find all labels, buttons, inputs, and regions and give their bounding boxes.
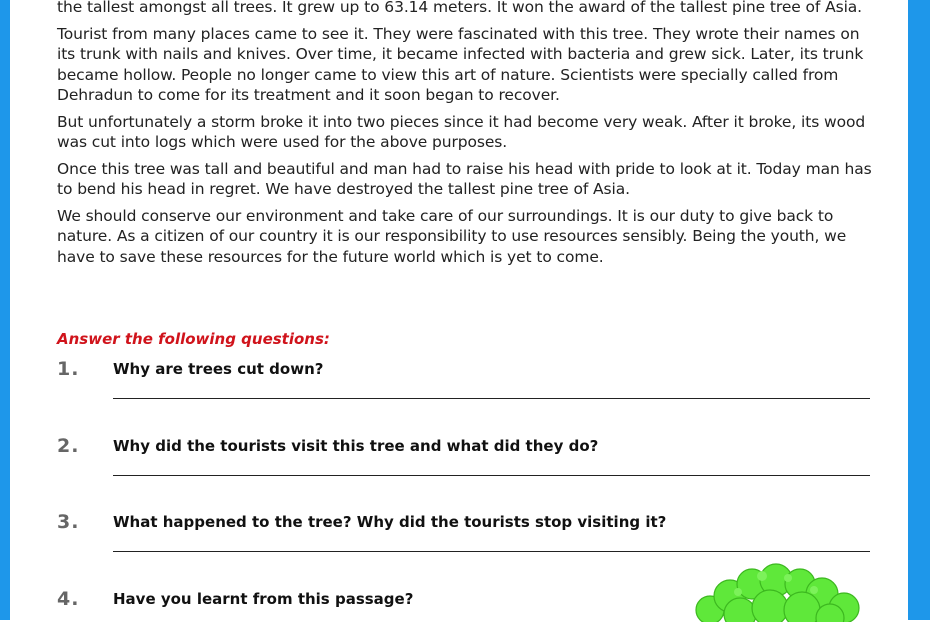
tree-icon (690, 562, 870, 622)
answer-line[interactable] (113, 551, 870, 552)
passage-paragraph: Once this tree was tall and beautiful and man had to raise his head with pride to look at it. Today man has to bend his head in regret. We have destroyed the tallest pine tree of Asia. (57, 159, 872, 198)
question-text: What happened to the tree? Why did the tourists stop visiting it? (113, 513, 667, 531)
question-text: Why are trees cut down? (113, 360, 324, 378)
passage-paragraph: We should conserve our environment and take care of our surroundings. It is our duty to give back to nature. As a citizen of our country it is our responsibility to use resources sensibly. Being the youth, we have to save these resources for the future world which is yet to come. (57, 206, 847, 266)
answer-line[interactable] (113, 475, 870, 476)
question-number: 3. (57, 511, 80, 533)
page-border-left (0, 0, 10, 620)
question-item (57, 511, 872, 561)
question-text: Have you learnt from this passage? (113, 590, 414, 608)
question-item (57, 435, 872, 485)
question-number: 1. (57, 358, 80, 380)
page-border-right (908, 0, 930, 620)
passage-paragraph: But unfortunately a storm broke it into two pieces since it had become very weak. After it broke, its wood was cut into logs which were used for the above purposes. (57, 112, 866, 151)
question-number: 2. (57, 435, 80, 457)
question-number: 4. (57, 588, 80, 610)
passage-paragraph: Tourist from many places came to see it. They were fascinated with this tree. They wrote their names on its trunk with nails and knives. Over time, it became infected with bacteria and grew sick. Later, its trunk became hollow. People no longer came to view this art of nature. Scientists were specially called from Dehradun to come for its treatment and it soon began to recover. (57, 24, 864, 104)
question-item (57, 358, 872, 408)
passage-paragraph: the tallest amongst all trees. It grew up to 63.14 meters. It won the award of the tallest pine tree of Asia. (57, 0, 863, 16)
question-text: Why did the tourists visit this tree and what did they do? (113, 437, 599, 455)
questions-heading: Answer the following questions: (57, 330, 330, 348)
reading-passage (57, 0, 877, 273)
answer-line[interactable] (113, 398, 870, 399)
